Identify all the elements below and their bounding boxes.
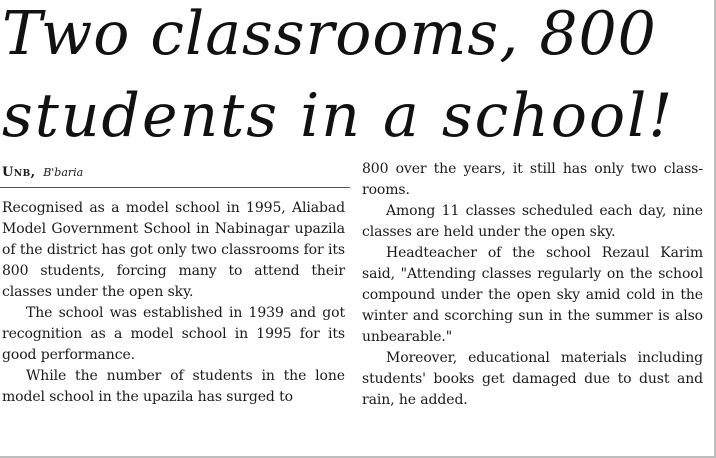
col1-paragraph-3: While the number of students in the lone model school in the upazila has surged to (2, 368, 345, 405)
col1-paragraph-2: The school was established in 1939 and got recognition as a model school in 1995 for its good performance. (2, 305, 345, 363)
article-column-1 (2, 198, 345, 408)
headline-line-2: students in a school! (2, 81, 675, 151)
col2-paragraph-2: Among 11 classes scheduled each day, nine classes are held under the open sky. (362, 203, 703, 240)
col2-paragraph-4: Moreover, educational materials including students' books get damaged due to dust and rain, he added. (362, 350, 703, 408)
byline-divider (0, 187, 350, 188)
headline-line-1: Two classrooms, 800 (2, 0, 657, 69)
col2-paragraph-1: 800 over the years, it still has only two classrooms. (362, 161, 703, 198)
col1-paragraph-1: Recognised as a model school in 1995, Aliabad Model Government School in Nabinagar upazila of the district has got only two classrooms for its 800 students, forcing many to attend their classes under the open sky. (2, 200, 345, 300)
byline-location: B'baria (43, 166, 84, 179)
col2-paragraph-3: Headteacher of the school Rezaul Karim said, "Attending classes regularly on the school compound under the open sky amid cold in the winter and scorching sun in the summer is also unbearable." (362, 245, 703, 345)
byline (2, 165, 350, 180)
byline-agency: Unb, (2, 165, 36, 180)
article-column-2 (362, 159, 703, 411)
